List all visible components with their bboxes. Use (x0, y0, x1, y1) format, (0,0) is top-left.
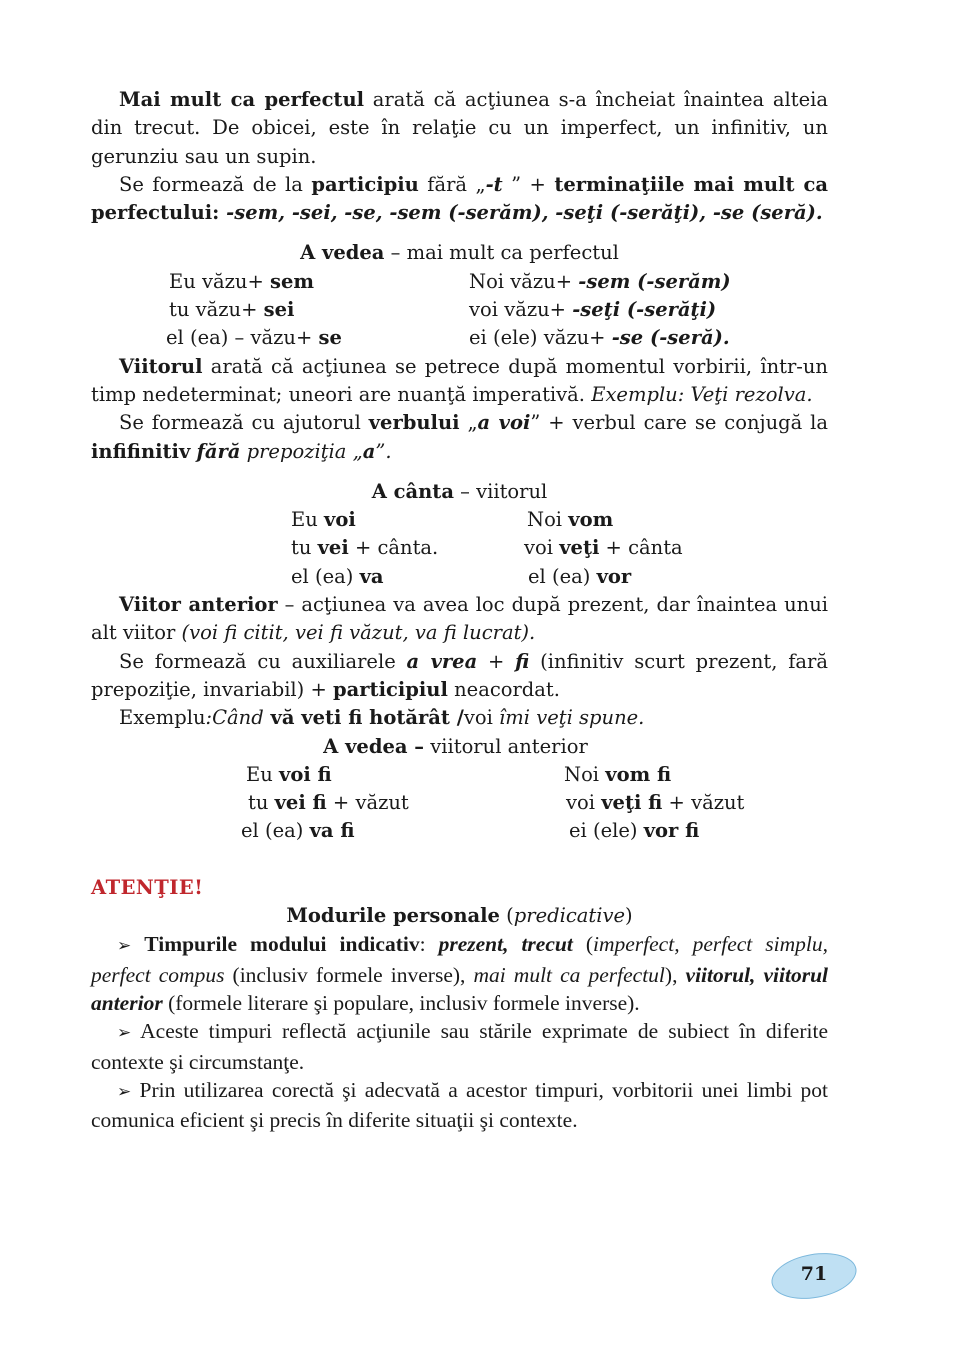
page-number: 71 (800, 1263, 828, 1285)
table-row: tu vei + cânta. voi veţi + cânta (291, 536, 683, 560)
paragraph-exemplu-viitor-anterior: Exemplu:Când vă veti fi hotărât /voi îmi veţi spune. (119, 706, 645, 730)
page-number-badge (771, 1254, 857, 1298)
bullet-aceste-timpuri: ➢ Aceste timpuri reflectă acţiunile sau stările exprimate de subiect în diferite contexte şi circumstanţe. (91, 1019, 828, 1074)
section-title-modurile-personale: Modurile personale (predicative) (286, 904, 633, 928)
table-row: Eu voi Noi vom (291, 508, 614, 532)
table-row: tu vei fi + văzut voi veţi fi + văzut (248, 791, 745, 815)
table-row: el (ea) – văzu+ se ei (ele) văzu+ -se (-seră). (166, 326, 730, 350)
paragraph-formare-mai-mult-ca-perfect: Se formează de la participiu fără „-t ” + terminaţiile mai mult ca perfectului: -sem, -sei, -se, -sem (-serăm), -seţi (-serăţi), -se (seră). (91, 172, 828, 225)
paragraph-viitor-anterior: Viitor anterior – acţiunea va avea loc după prezent, dar înaintea unui alt viitor (voi fi citit, vei fi văzut, va fi lucrat). (91, 593, 828, 645)
page-content (91, 86, 828, 1134)
arrow-bullet-icon: ➢ (117, 1023, 132, 1044)
table-row: Eu văzu+ sem Noi văzu+ -sem (-serăm) (169, 269, 731, 293)
paragraph-formare-viitor-anterior: Se formează cu auxiliarele a vrea + fi (infinitiv scurt prezent, fară prepoziţie, invariabil) + participiul neacordat. (91, 649, 828, 701)
arrow-bullet-icon: ➢ (117, 936, 132, 957)
conjugation-table-viitor (91, 506, 828, 591)
table-title-a-canta-viitorul: A cânta – viitorul (371, 479, 548, 503)
table-row: tu văzu+ sei voi văzu+ -seţi (-serăţi) (169, 298, 717, 322)
arrow-bullet-icon: ➢ (117, 1081, 132, 1102)
bullet-timpurile-indicativ: ➢ Timpurile modului indicativ: prezent, trecut (imperfect, perfect simplu, perfect compus (inclusiv formele inverse), mai mult ca perfectul), viitorul, viitorul anterior (formele literare şi populare, inclusiv formele inverse). (91, 932, 829, 1015)
table-title-a-vedea-viitor-anterior: A vedea – viitorul anterior (323, 734, 588, 758)
bullet-utilizarea-corecta: ➢ Prin utilizarea corectă şi adecvată a acestor timpuri, vorbitorii unei limbi pot comunica eficient şi precis în diferite situaţii şi contexte. (91, 1077, 828, 1133)
paragraph-mai-mult-ca-perfectul: Mai mult ca perfectul arată că acţiunea s-a încheiat înaintea alteia din trecut. De obicei, este în relaţie cu un imperfect, un infinitiv, un gerunziu sau un supin. (91, 88, 828, 168)
paragraph-viitorul: Viitorul arată că acţiunea se petrece după momentul vorbirii, într-un timp nedeterminat; uneori are nuanţă imperativă. Exemplu: Veţi rezolva. (91, 354, 828, 406)
attention-heading: ATENŢIE! (91, 875, 204, 899)
conjugation-table-viitor-anterior (91, 761, 828, 846)
table-row: el (ea) va fi ei (ele) vor fi (241, 819, 700, 843)
paragraph-formare-viitor: Se formează cu ajutorul verbului „a voi” + verbul care se conjugă la infifinitiv fără prepoziţia „a”. (91, 411, 828, 463)
table-row: Eu voi fi Noi vom fi (246, 762, 672, 786)
table-title-a-vedea-mmcp: A vedea – mai mult ca perfectul (300, 241, 619, 265)
conjugation-table-mmcp (91, 268, 828, 353)
table-row: el (ea) va el (ea) vor (291, 564, 632, 588)
